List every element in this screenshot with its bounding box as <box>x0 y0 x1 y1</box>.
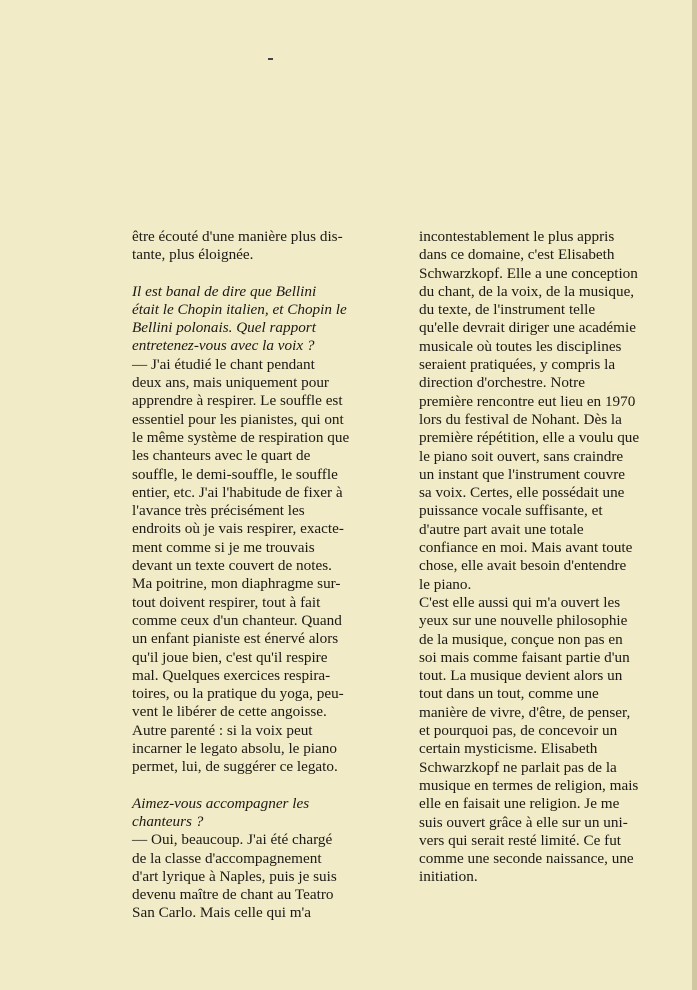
paragraph: incontestablement le plus appris dans ce domaine, c'est Elisabeth Schwarzkopf. Elle a une conception du chant, de la voix, de la musique, du texte, de l'instrument telle qu'elle devrait diriger une académie musicale où toutes les disciplines seraient pratiquées, y compris la direction d'orchestre. Notre première rencontre eut lieu en 1970 lors du festival de Nohant. Dès la première répétition, elle a voulu que le piano soit ouvert, sans craindre un instant que l'instrument couvre sa voix. Certes, elle possédait une puissance vocale suffisante, et d'autre part avait une totale confiance en moi. Mais avant toute chose, elle avait besoin d'entendre le piano. <box>419 228 640 593</box>
paragraph: — Oui, beaucoup. J'ai été chargé de la classe d'accompagnement d'art lyrique à Naples, puis je suis devenu maître de chant au Teatro San Carlo. Mais celle qui m'a <box>132 831 337 922</box>
paragraph: — J'ai étudié le chant pendant deux ans, mais uniquement pour apprendre à respirer. Le souffle est essentiel pour les pianistes, qui ont le même système de respiration que les chanteurs avec le quart de souffle, le demi-souffle, le souffle entier, etc. J'ai l'habitude de fixer à l'avance très précisément les endroits où je vais respirer, exacte- ment comme si je me trouvais devant un texte couvert de notes. Ma poitrine, mon diaphragme sur- tout doivent respirer, tout à fait comme ceux d'un chanteur. Quand un enfant pianiste est énervé alors qu'il joue bien, c'est qu'il respire mal. Quelques exercices respira- toires, ou la pratique du yoga, peu- vent le libérer de cette angoisse. Autre parenté : si la voix peut incarner le legato absolu, le piano permet, lui, de suggérer ce legato. <box>132 355 350 776</box>
left-column <box>132 228 394 923</box>
header-mark <box>268 58 273 60</box>
right-column <box>419 228 687 887</box>
page-edge <box>692 0 697 990</box>
question: Aimez-vous accompagner les chanteurs ? <box>132 794 310 830</box>
paragraph: être écouté d'une manière plus dis- tante, plus éloignée. <box>132 228 343 264</box>
question: Il est banal de dire que Bellini était le Chopin italien, et Chopin le Bellini polonais. Quel rapport entretenez-vous avec la voix ? <box>132 282 347 355</box>
paragraph: C'est elle aussi qui m'a ouvert les yeux sur une nouvelle philosophie de la musique, conçue non pas en soi mais comme faisant partie d'un tout. La musique devient alors un tout dans un tout, comme une manière de vivre, d'être, de penser, et pourquoi pas, de concevoir un certain mysticisme. Elisabeth Schwarzkopf ne parlait pas de la musique en termes de religion, mais elle en faisait une religion. Je me suis ouvert grâce à elle sur un uni- vers qui serait resté limité. Ce fut comme une seconde naissance, une initiation. <box>419 593 639 886</box>
